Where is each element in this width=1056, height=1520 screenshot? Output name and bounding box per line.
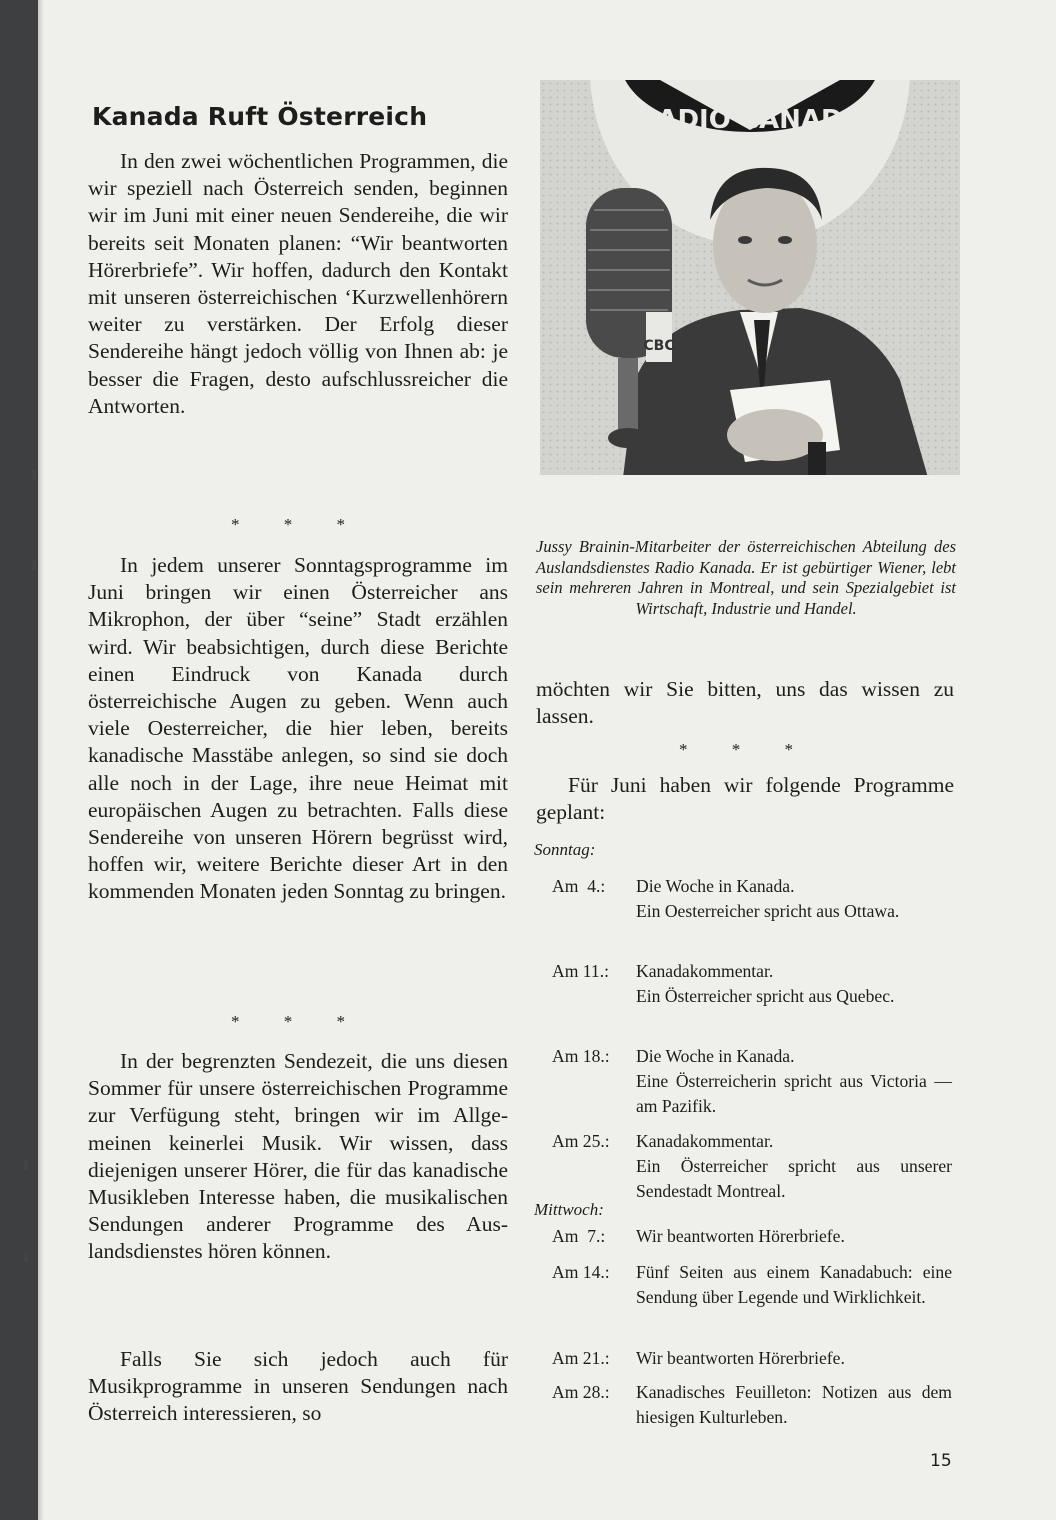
schedule-detail: Ein Österreicher spricht aus Quebec. <box>636 986 895 1006</box>
schedule-entry <box>534 1380 954 1434</box>
article-title: Kanada Ruft Österreich <box>92 102 428 131</box>
schedule-program: Die Woche in Kanada. <box>636 1046 795 1066</box>
page-number: 15 <box>930 1451 952 1471</box>
page-spine-shadow <box>38 0 44 1520</box>
schedule-date: Am 18.: <box>552 1046 610 1066</box>
cbc-mic-label: CBC <box>643 338 675 354</box>
schedule-wednesday-label: Mittwoch: <box>534 1200 604 1219</box>
schedule-date: Am 11.: <box>552 961 610 981</box>
schedule-program: Wir beantworten Hörerbriefe. <box>636 1348 845 1368</box>
announcer-photo-illustration <box>540 80 960 502</box>
schedule-entry <box>534 1224 954 1252</box>
section-separator: * * * <box>231 515 365 534</box>
radio-canada-sign: RADIO CANADA <box>637 105 863 135</box>
schedule-entry <box>534 1346 954 1374</box>
paragraph-intro: In den zwei wöchentlichen Programmen, die wir speziell nach Österreich senden, beginnen wir im Juni mit einer neuen Sendereihe, die wir bereits seit Monaten planen: “Wir beantworten Hörerbriefe”. Wir hoffen, dadurch den Kontakt mit unseren österreichischen ‘Kurzwellenhörern weiter zu verstärken. Der Erfolg dieser Sendereihe hängt jedoch völlig von Ihnen ab: je besser die Fragen, desto aufschlussreicher die Antworten. <box>88 149 508 418</box>
schedule-detail: Eine Österreicherin spricht aus Victoria — am Pazifik. <box>636 1071 952 1116</box>
magazine-page <box>38 0 1056 1520</box>
margin-mark <box>32 470 36 480</box>
schedule-detail: Ein Österreicher spricht aus unserer Sendestadt Montreal. <box>636 1156 952 1201</box>
paragraph-music-request: Falls Sie sich jedoch auch für Musikprogramme in unseren Sendungen nach Österreich interessieren, so <box>88 1347 508 1426</box>
margin-mark <box>24 1252 28 1262</box>
schedule-date: Am 25.: <box>552 1131 610 1151</box>
schedule-date: Am 28.: <box>552 1382 610 1402</box>
paragraph-request-end: möchten wir Sie bitten, uns das wissen zu lassen. <box>536 677 954 729</box>
schedule-entry <box>534 1260 954 1340</box>
photo-radio-announcer <box>540 80 960 502</box>
photo-caption: Jussy Brainin-Mitarbeiter der österreichischen Abteilung des Auslandsdienstes Radio Kanada. Er ist gebürtiger Wiener, lebt sein mehreren Jahren in Montreal, und sein Spezialgebiet ist Wirtschaft, Industrie und Handel. <box>536 537 956 618</box>
schedule-date: Am 14.: <box>552 1262 610 1282</box>
schedule-entry <box>534 1044 954 1124</box>
schedule-program: Wir beantworten Hörerbriefe. <box>636 1226 845 1246</box>
schedule-program: Kanadisches Feuilleton: Notizen aus dem hiesigen Kulturleben. <box>636 1382 952 1427</box>
paragraph-sunday-programs: In jedem unserer Sonntagsprogramme im Juni bringen wir einen Österreicher ans Mikrophon, der über “seine” Stadt erzählen wird. Wir beabsichtigen, durch diese Berichte einen Eindruck von Kanada durch österreichische Augen zu geben. Wenn auch viele Oesterreicher, die hier leben, bereits kanadische Masstäbe anlegen, so sind sie doch alle noch in der Lage, ihre neue Heimat mit europäischen Augen zu betrachten. Falls diese Sendereihe von unseren Hörern begrüsst wird, hoffen wir, weitere Berichte dieser Art in den kommenden Monaten jeden Sonntag zu bringen. <box>88 553 508 904</box>
paragraph-schedule-intro: Für Juni haben wir folgende Programme geplant: <box>536 773 954 825</box>
paragraph-music: In der begrenzten Sendezeit, die uns diesen Sommer für unsere österreichischen Programme zur Verfügung steht, bringen wir im Allgemeinen keinerlei Musik. Wir wissen, dass diejenigen unserer Hörer, die für das kanadische Musikleben Interesse haben, die musikalischen Sendungen anderer Programme des Auslandsdienstes hören können. <box>88 1049 508 1264</box>
section-separator: * * * <box>231 1012 365 1031</box>
section-separator: * * * <box>679 740 813 759</box>
schedule-date: Am 7.: <box>552 1226 606 1246</box>
schedule-entry <box>534 874 954 954</box>
margin-mark <box>24 1160 28 1170</box>
schedule-date: Am 4.: <box>552 876 606 896</box>
schedule-program: Kanadakommentar. <box>636 961 774 981</box>
schedule-entry <box>534 959 954 1039</box>
schedule-program: Fünf Seiten aus einem Kanadabuch: eine Sendung über Legende und Wirklichkeit. <box>636 1262 952 1307</box>
schedule-date: Am 21.: <box>552 1348 610 1368</box>
schedule-entry <box>534 1129 954 1209</box>
schedule-program: Die Woche in Kanada. <box>636 876 795 896</box>
schedule-program: Kanadakommentar. <box>636 1131 774 1151</box>
schedule-sunday-label: Sonntag: <box>534 840 596 859</box>
schedule-detail: Ein Oesterreicher spricht aus Ottawa. <box>636 901 900 921</box>
margin-mark <box>32 560 36 570</box>
